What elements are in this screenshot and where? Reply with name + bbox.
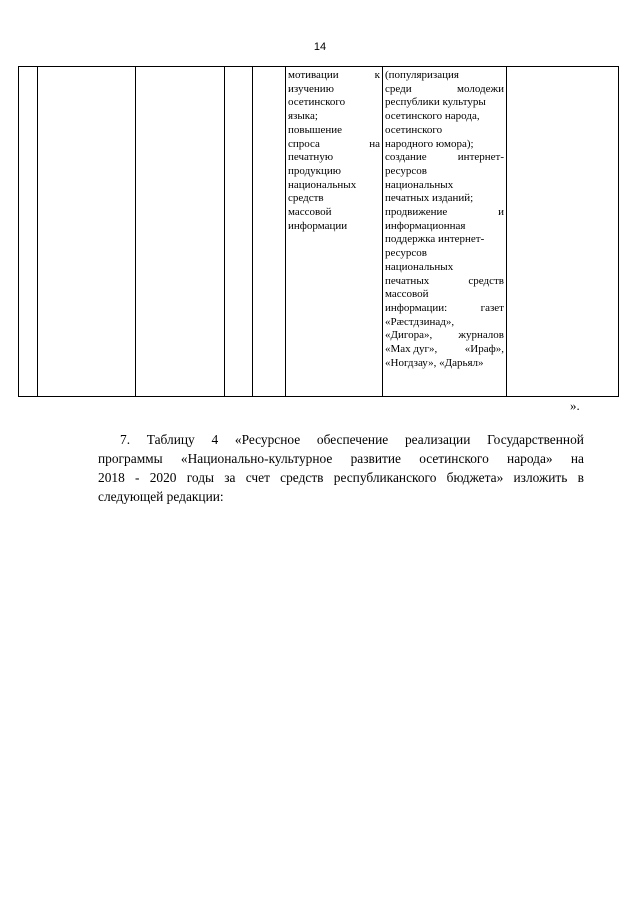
- table-cell: [38, 67, 136, 397]
- word: 2020: [149, 470, 177, 485]
- word: поддержка интернет-: [385, 233, 485, 246]
- word: развитие: [350, 451, 401, 466]
- word: на: [570, 451, 584, 466]
- text-line: [385, 329, 504, 343]
- word: информационная: [385, 219, 466, 232]
- word: журналов: [458, 329, 504, 342]
- word: «Ногдзау», «Дарьял»: [385, 356, 484, 369]
- table-cell: [136, 67, 225, 397]
- continuation-table: [18, 66, 619, 397]
- paragraph-line: [98, 487, 584, 506]
- word: национальных: [385, 260, 454, 273]
- text-line: [288, 179, 380, 193]
- closing-quote: ».: [570, 398, 580, 413]
- word: осетинского: [288, 96, 346, 109]
- text-line: [288, 124, 380, 138]
- word: среди: [385, 82, 412, 95]
- text-line: [385, 302, 504, 316]
- word: республиканского: [333, 470, 437, 485]
- result-cell: [383, 67, 507, 397]
- text-line: [385, 110, 504, 124]
- word: массовой: [288, 206, 332, 219]
- text-line: [385, 124, 504, 138]
- text-line: [288, 165, 380, 179]
- text-line: [385, 192, 504, 206]
- word: изучению: [288, 82, 334, 95]
- measure-text: [288, 69, 380, 233]
- word: и: [498, 206, 504, 219]
- text-line: [385, 247, 504, 261]
- word: газет: [480, 301, 504, 314]
- word: ресурсов: [385, 247, 427, 260]
- word: к: [374, 69, 380, 81]
- measure-cell: [286, 67, 383, 397]
- text-line: [385, 96, 504, 110]
- word: «Рæстдзинад»,: [385, 315, 455, 328]
- word: информации: [288, 219, 348, 232]
- word: средств: [288, 192, 324, 205]
- word: «Национально-культурное: [180, 451, 333, 466]
- word: осетинского народа,: [385, 110, 480, 123]
- word: 7.: [120, 432, 131, 447]
- word: счет: [245, 470, 270, 485]
- text-line: [385, 69, 504, 83]
- text-line: [385, 151, 504, 165]
- text-line: [385, 288, 504, 302]
- word: продвижение: [385, 206, 448, 219]
- word: мотивации: [288, 69, 339, 81]
- text-line: [385, 220, 504, 234]
- table-row: [19, 67, 619, 397]
- text-line: [288, 206, 380, 220]
- word: следующей редакции:: [98, 489, 224, 504]
- word: на: [369, 137, 380, 150]
- word: (популяризация: [385, 69, 459, 81]
- word: создание: [385, 151, 427, 164]
- word: молодежи: [457, 82, 504, 95]
- amendment-paragraph: [98, 430, 584, 506]
- word: бюджета»: [446, 470, 504, 485]
- text-line: [288, 220, 380, 234]
- word: за: [224, 470, 236, 485]
- word: народного юмора);: [385, 137, 474, 150]
- word: Таблицу: [146, 432, 195, 447]
- word: реализации: [404, 432, 471, 447]
- table-cell: [19, 67, 38, 397]
- paragraph-line: [98, 449, 584, 468]
- word: обеспечение: [316, 432, 389, 447]
- table-cell: [253, 67, 286, 397]
- text-line: [385, 343, 504, 357]
- word: «Мах дуг»,: [385, 343, 438, 356]
- text-line: [385, 261, 504, 275]
- text-line: [288, 138, 380, 152]
- result-text: [385, 69, 504, 370]
- word: печатных: [385, 274, 430, 287]
- text-line: [385, 83, 504, 97]
- word: народа»: [507, 451, 553, 466]
- text-line: [288, 110, 380, 124]
- text-line: [385, 357, 504, 371]
- word: 2018: [98, 470, 125, 485]
- text-line: [385, 275, 504, 289]
- word: Государственной: [487, 432, 584, 447]
- text-line: [288, 151, 380, 165]
- text-line: [288, 69, 380, 83]
- page-number: 14: [313, 41, 327, 53]
- word: «Ресурсное: [234, 432, 301, 447]
- word: массовой: [385, 288, 429, 301]
- word: в: [577, 470, 584, 485]
- word: 4: [211, 432, 219, 447]
- word: печатную: [288, 151, 334, 164]
- text-line: [385, 179, 504, 193]
- text-line: [385, 206, 504, 220]
- word: средств: [280, 470, 324, 485]
- word: программы: [98, 451, 163, 466]
- word: осетинского: [419, 451, 489, 466]
- paragraph-line: [120, 430, 584, 449]
- word: национальных: [385, 178, 454, 191]
- word: годы: [186, 470, 215, 485]
- word: печатных изданий;: [385, 192, 474, 205]
- word: изложить: [513, 470, 568, 485]
- text-line: [288, 83, 380, 97]
- text-line: [288, 96, 380, 110]
- word: повышение: [288, 123, 342, 136]
- word: «Дигора»,: [385, 329, 433, 342]
- text-line: [385, 138, 504, 152]
- word: «Ираф»,: [464, 343, 504, 356]
- word: национальных: [288, 178, 357, 191]
- word: языка;: [288, 110, 318, 123]
- word: республики культуры: [385, 96, 486, 109]
- paragraph-line: [98, 468, 584, 487]
- word: продукцию: [288, 164, 342, 177]
- word: спроса: [288, 137, 320, 150]
- word: ресурсов: [385, 164, 427, 177]
- word: информации:: [385, 301, 448, 314]
- word: осетинского: [385, 123, 443, 136]
- table-cell: [225, 67, 253, 397]
- text-line: [385, 316, 504, 330]
- word: -: [135, 470, 140, 485]
- text-line: [288, 192, 380, 206]
- word: интернет-: [457, 151, 504, 164]
- text-line: [385, 165, 504, 179]
- word: средств: [468, 274, 504, 287]
- table-cell: [507, 67, 619, 397]
- text-line: [385, 233, 504, 247]
